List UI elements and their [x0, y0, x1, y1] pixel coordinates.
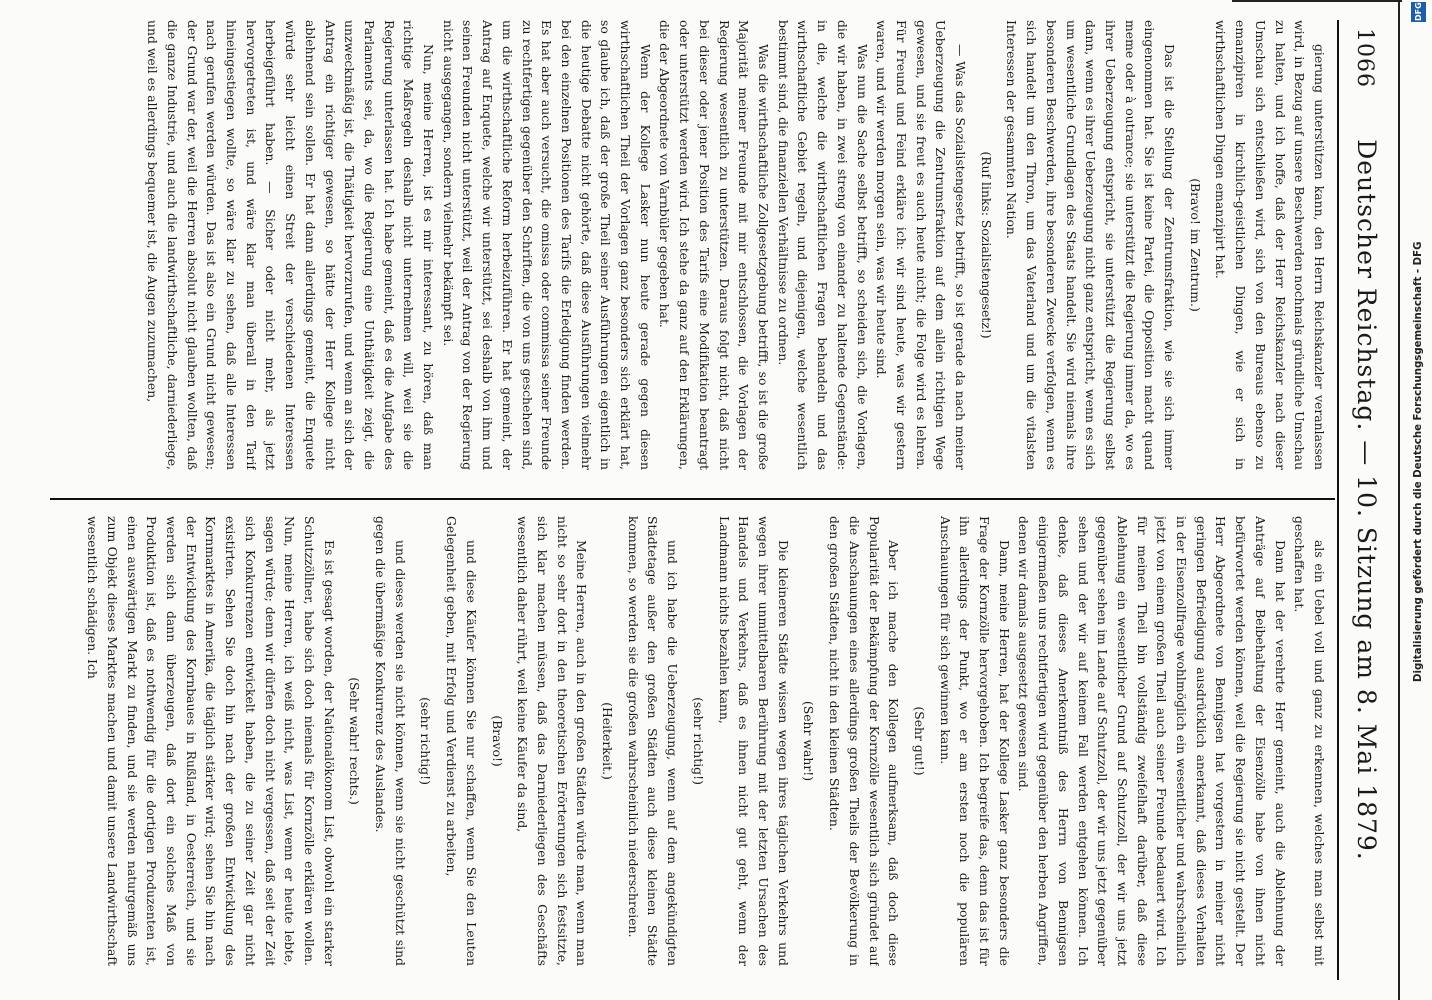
paragraph: Dann, meine Herren, hat der Kollege Lasker ganz besonders die Frage der Kornzölle hervorgehoben. Ich begreife das, denn das ist für ihn allerdings der Punkt, wo er am ersten noch die populären Anschauungen für sich gewinnen kann.	[937, 516, 1012, 966]
page-header	[1339, 20, 1395, 980]
interjection: (Sehr wahr!)	[801, 700, 817, 782]
paragraph: Meine Herren, auch in den großen Städten würde man, wenn man nicht so sehr dort in den theoretischen Erörterungen sich festsitzte, sich klar machen müssen, daß das Darniederliegen des Geschäfts wesentlich daher rührt, weil keine Käufer da sind,	[515, 516, 590, 966]
text-column-right	[59, 516, 1329, 966]
interjection: (Bravo! im Zentrum.)	[1187, 178, 1203, 312]
paragraph: und diese Käufer können Sie nur schaffen, wenn Sie den Leuten Gelegenheit geben, mit Erfolg und Verdienst zu arbeiten,	[444, 516, 479, 966]
paragraph: Aber ich mache den Kollegen aufmerksam, daß doch diese Popularität der Bekämpfung der Kornzölle wesentlich sich gründet auf die Anschauungen eines allerdings großen Theils der Bevölkerung in den großen Städten, nicht in den kleinen Städten.	[827, 516, 902, 966]
dfg-logo-icon: DFG	[1411, 2, 1426, 22]
paragraph: als ein Uebel voll und ganz zu erkennen, welches man selbst mit geschaffen hat.	[1292, 516, 1327, 966]
paragraph: und ich habe die Ueberzeugung, wenn auf dem angekündigten Städtetage außer den großen Städten auch diese kleinen Städte kommen, so werden sie die großen wahrscheinlich niederschreien.	[625, 516, 681, 966]
paragraph: Das ist die Stellung der Zentrumsfraktion, wie sie sich immer eingenommen hat. Sie ist keine Partei, die Opposition macht quand meme oder à outrance; sie unterstützt die Regierung immer da, wo es ihrer Ueberzeugung entspricht, sie unterstützt die Regierung selbst dann, wenn es ihrer Ueberzeugung nicht ganz entspricht, wenn es sich um wesentliche Grundlagen des Staats handelt. Sie wird niemals ihre besonderen Beschwerden, ihre besonderen Zwecke verfolgen, wenn es sich handelt um den Thron, um das Vaterland und um die vitalsten Interessen der gesammten Nation.	[1004, 20, 1178, 470]
paragraph: Die kleineren Städte wissen wegen ihres täglichen Verkehrs und wegen ihrer unmittelbaren Berührung mit der letzten Ursachen des Handels und Verkehrs, daß es ihnen nicht gut geht, wenn der Landmann nichts bezahlen kann,	[716, 516, 791, 966]
paragraph: gierung unterstützen kann, den Herrn Reichskanzler veranlassen wird, in Bezug auf unsere Beschwerden nochmals gründliche Umschau zu halten, und ich hoffe, daß der Herr Reichskanzler nach dieser Umschau sich entschließen wird, sich von den Bureaus ebenso zu emanzipiren in kirchlich-geistlichen Dingen, wie er sich in wirthschaftlichen Dingen emanzipirt hat.	[1213, 20, 1327, 470]
paragraph: Was die wirthschaftliche Zollgesetzgebung betrifft, so ist die große Majorität meiner Freunde mit mir entschlossen, die Vorlagen der Regierung wesentlich zu unterstützen. Daraus folgt nicht, daß nicht bei dieser oder jener Position des Tarifs eine Modifikation beantragt oder unterstützt werden wird. Ich stehe da ganz auf den Erklärungen, die der Abgeordnete von Varnbüler gegeben hat.	[657, 20, 772, 470]
paragraph: Nun, meine Herren, ist es mir interessant, zu hören, daß man richtige Maßregeln deshalb nicht unternehmen will, weil sie die Regierung unterlassen hat. Ich habe gemeint, daß es die Aufgabe des Parlaments sei, da, wo die Regierung eine Unthätigkeit zeigt, die unzweckmäßig ist, die Thätigkeit hervorzurufen, und wenn an sich der Antrag ein richtiger gewesen, so hätte der Herr Kollege nicht ablehnend sein sollen. Er hat dann allerdings gemeint, die Enquete würde sehr leicht einen Streit der verschiedenen Interessen herbeigeführt haben. — Sicher oder nicht mehr, als jetzt hervorgetreten ist, und wäre klar man überall in den Tarif hineingestiegen wollte, so wäre klar zu sehen, daß alle Interessen nach gerufen werden würden. Das ist also ein Grund nicht gewesen; der Grund war der, weil die Herren absolut nicht glauben wollten, daß die ganze Industrie, und auch die landwirthschaftliche, darniederliege, und weil es allerdings bequemer ist, die Augen zuzumachen,	[145, 20, 437, 470]
scan-frame-right-edge	[1398, 0, 1400, 1000]
page-number: 1066	[1352, 28, 1377, 88]
interjection: (Bravo!)	[489, 715, 505, 767]
interjection: (Ruf links: Sozialistengesetz!)	[978, 151, 994, 339]
interjection: (Sehr gut!)	[911, 706, 927, 776]
paragraph: und dieses werden sie nicht können, wenn sie nicht geschützt sind gegen die übermäßige Konkurrenz des Auslandes.	[373, 516, 408, 966]
paragraph: Was nun die Sache selbst betrifft, so scheiden sich, die Vorlagen, die wir haben, in zwei streng von einander zu haltende Gegenstände: in die, welche die wirthschaftlichen Fragen behandeln und das wirthschaftliche Gebiet regeln, und diejenigen, welche wesentlich bestimmt sind, die finanziellen Verhältnisse zu ordnen.	[775, 20, 870, 470]
paragraph: Wenn der Kollege Lasker nun heute gerade gegen diesen wirthschaftlichen Theil der Vorlagen ganz besonders sich erklärt hat, so glaube ich, daß der große Theil seiner Ausführungen eigentlich in die heutige Debatte nicht gehörte, daß diese Ausführungen vielmehr bei den einzelnen Positionen des Tarifs die Erledigung finden werden. Es hat aber auch versucht, die omissa oder commissa seiner Freunde zu rechtfertigen gegenüber den Schriften, die von uns geschehen sind, um die wirthschaftliche Reform herbeizuführen. Er hat gemeint, der Antrag auf Enquete, welche wir unterstützt, sei deshalb von ihm und seinen Freunden nicht unterstützt, weil der Antrag von der Regierung nicht ausgegangen, sondern vielmehr bekämpft sei.	[440, 20, 653, 470]
paragraph: Dann hat der verehrte Herr gemeint, auch die Ablehnung der Anträge auf Beibehaltung der Eisenzölle habe von ihnen nicht befürwortet werden können, weil die Regierung sie nicht gestellt. Der Herr Abgeordnete von Bennigsen hat vorgestern in meiner nicht geringen Befriedigung ausdrücklich anerkannt, daß dieses Verhalten in der Eisenzollfrage wohlmöglich ein wesentlicher und wahrscheinlich jetzt von einem großen Theil auch seiner Freunde bedauert wird. Ich für meinen Theil bin vollständig zweifelhaft darüber, daß diese Ablehnung ein wesentlicher Grund auf Schutzzoll, der wir uns jetzt gegenüber sehen im Lande auf Schutzzoll, der wir uns jetzt gegenüber sehen und der wir auf keinem Fall werden entgehen können. Ich denke, daß dieses Anerkenntniß des Herrn von Bennigsen einigermaßen uns rechtfertigen wird gegenüber den herben Angriffen, denen wir damals ausgesetzt gewesen sind.	[1016, 516, 1288, 966]
interjection: (sehr richtig!)	[690, 697, 706, 785]
digitization-credit-text: Digitalisierung gefördert durch die Deutsche Forschungsgemeinschaft - DFG	[1413, 241, 1424, 682]
paragraph: — Was das Sozialistengesetz betrifft, so ist gerade da nach meiner Ueberzeugung die Zentrumsfraktion auf dem allein richtigen Wege gewesen, und sie freut es auch heute nicht; die Folge wird es lehren. Für Freund und Feind erkläre ich: wir sind heute, was wir gestern waren, und wir werden morgen sein, was wir heute sind.	[874, 20, 969, 470]
paragraph: Es ist gesagt worden, der Nationalökonom List, obwohl ein starker Schutzzöllner, habe sich doch niemals für Kornzölle erklären wollen. Nun, meine Herren, ich weiß nicht, was List, wenn er heute lebte, sagen würde; denn wir dürfen doch nicht vergessen, daß seit der Zeit sich Konkurrenzen entwickelt haben, die zu seiner Zeit gar nicht existirten. Sehen Sie doch hin nach der großen Entwicklung des Kornmarktes in Amerika, die täglich stärker wird; sehen Sie hin nach der Entwicklung des Kornbaues in Rußland, in Oesterreich, und sie werden sich dann überzeugen, daß dort ein solches Maß von Produktion ist, daß es nothwendig für die dortigen Produzenten ist, einen auswärtigen Markt zu finden, und sie werden naturgemäß uns zum Objekt dieses Marktes machen und damit unsere Landwirthschaft wesentlich schädigen. Ich	[85, 516, 337, 966]
running-title: Deutscher Reichstag. — 10. Sitzung am 8. Mai 1879.	[1352, 139, 1381, 861]
column-divider	[50, 498, 1335, 500]
rotated-page-content	[45, 20, 1395, 980]
scan-frame-top-edge	[1232, 0, 1402, 2]
text-column-left	[59, 20, 1329, 470]
interjection: (Sehr wahr! rechts.)	[347, 677, 363, 805]
digitization-credit	[1409, 22, 1428, 682]
interjection: (sehr richtig!)	[418, 697, 434, 785]
header-rule	[1337, 20, 1339, 980]
interjection: (Heiterkeit.)	[600, 702, 616, 780]
